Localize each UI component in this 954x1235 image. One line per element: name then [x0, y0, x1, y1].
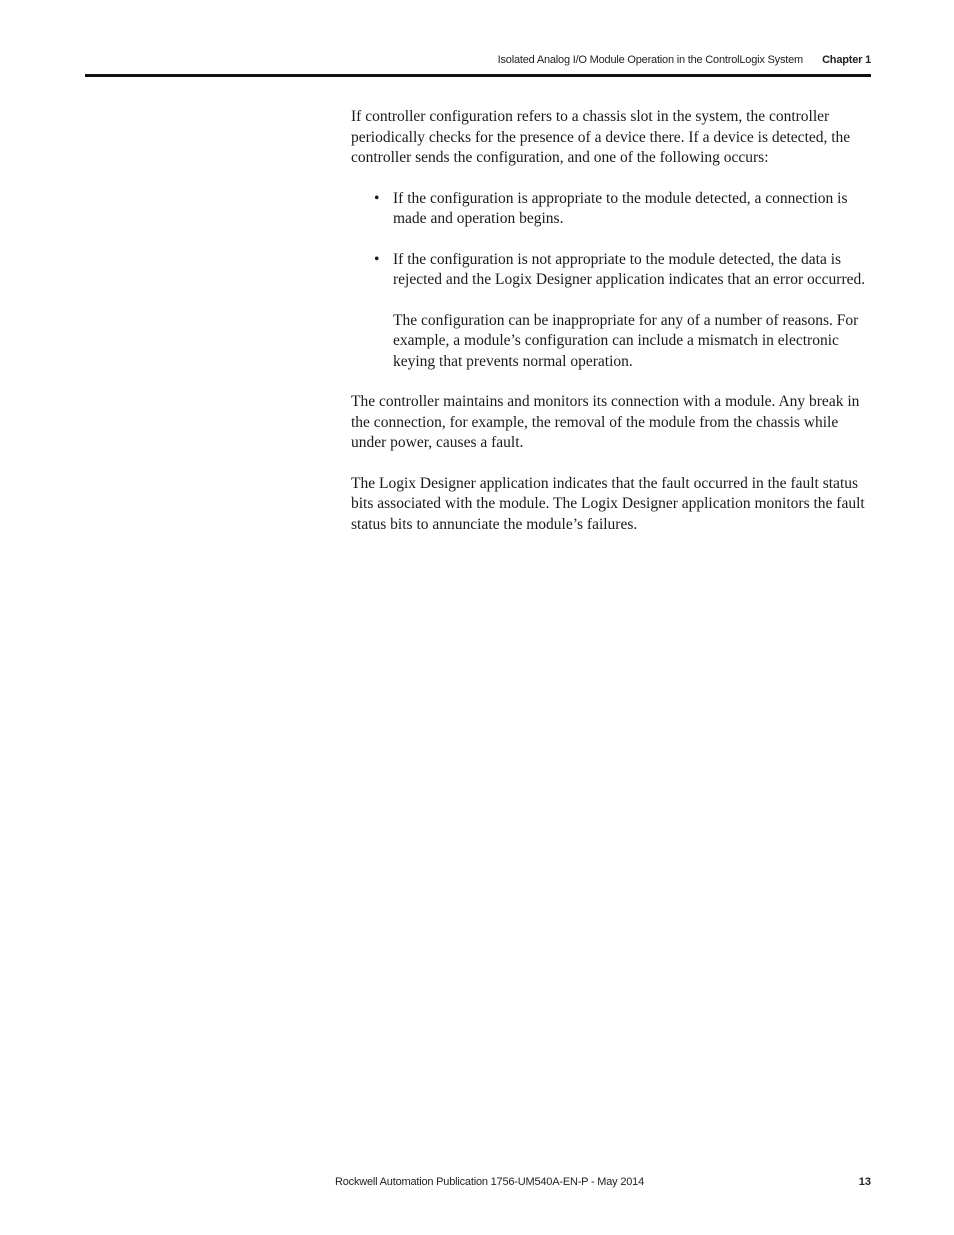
list-item — [351, 189, 871, 230]
bullet-subparagraph: The configuration can be inappropriate for any of a number of reasons. For example, a module’s configuration can include a mismatch in electronic keying that prevents normal operation. — [393, 311, 859, 370]
bullet-icon: • — [374, 189, 380, 207]
bullet-icon: • — [374, 250, 380, 268]
paragraph-1: If controller configuration refers to a chassis slot in the system, the controller periodically checks for the presence of a device there. If a device is detected, the controller sends the configuration, and one of the following occurs: — [351, 108, 851, 166]
bullet-text: If the configuration is appropriate to the module detected, a connection is made and operation begins. — [393, 189, 848, 227]
page-header — [85, 52, 871, 76]
bullet-list — [351, 189, 871, 373]
page-number: 13 — [858, 1176, 871, 1188]
body-content — [351, 107, 871, 555]
header-rule — [85, 74, 871, 77]
header-chapter: Chapter 1 — [822, 54, 871, 66]
header-title: Isolated Analog I/O Module Operation in the ControlLogix System — [497, 54, 803, 66]
bullet-text: If the configuration is not appropriate to the module detected, the data is rejected and the Logix Designer application indicates that an error occurred. — [393, 250, 866, 288]
footer-publication: Rockwell Automation Publication 1756-UM540A-EN-P - May 2014 — [335, 1176, 644, 1188]
paragraph-2: The controller maintains and monitors its connection with a module. Any break in the connection, for example, the removal of the module from the chassis while under power, causes a fault. — [351, 393, 860, 451]
paragraph-3: The Logix Designer application indicates that the fault occurred in the fault status bits associated with the module. The Logix Designer application monitors the fault status bits to annunciate the module’s failures. — [351, 474, 865, 533]
list-item — [351, 250, 871, 373]
